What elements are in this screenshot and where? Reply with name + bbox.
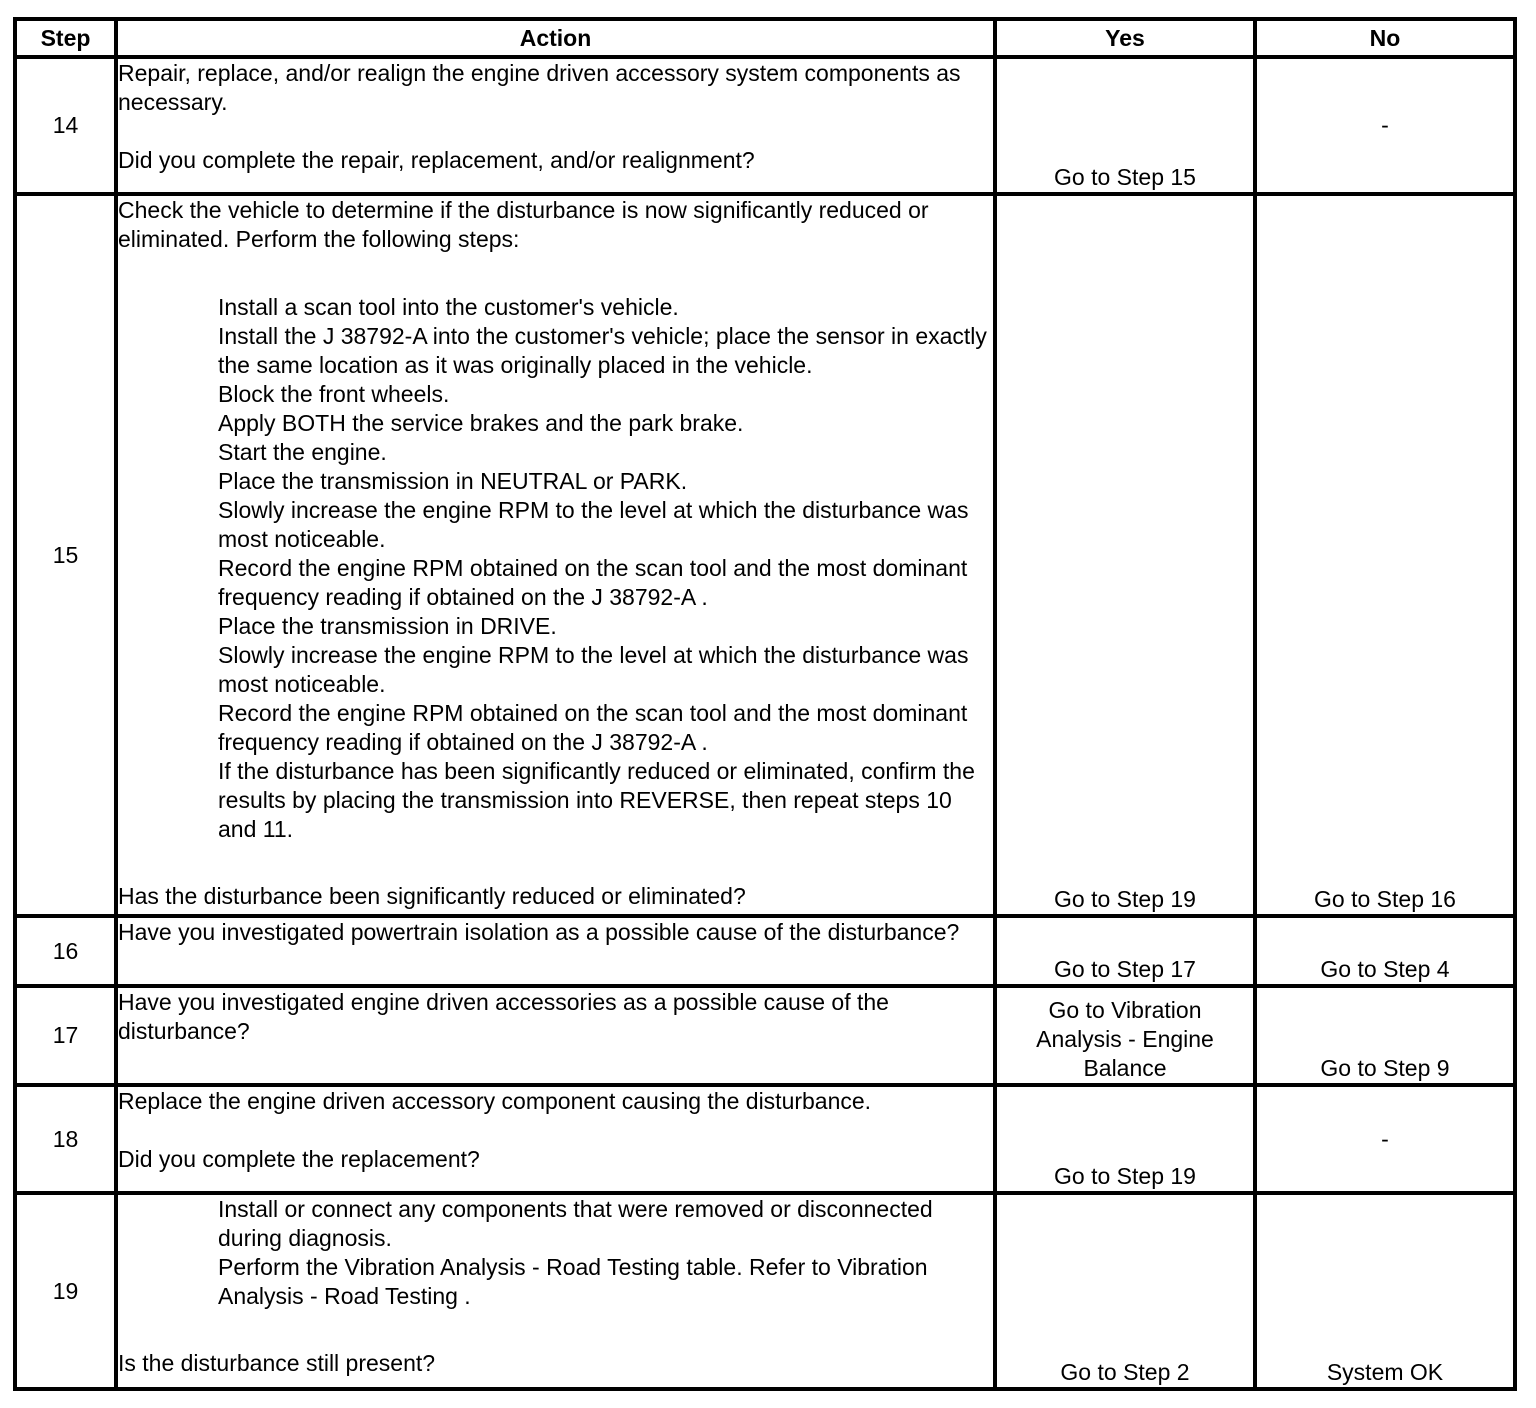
list-item: Block the front wheels.	[218, 381, 450, 407]
yes-cell	[995, 986, 1255, 1085]
no-cell: -	[1255, 57, 1515, 194]
action-question: Did you complete the replacement?	[118, 1146, 480, 1172]
action-cell	[116, 1085, 995, 1193]
action-question: Did you complete the repair, replacement, and/or realignment?	[118, 147, 755, 173]
action-question: Has the disturbance been significantly reduced or eliminated?	[118, 883, 746, 909]
procedure-list	[118, 1195, 993, 1311]
list-item: Start the engine.	[218, 439, 387, 465]
action-text: Repair, replace, and/or realign the engine driven accessory system components as necessary.	[118, 60, 961, 115]
list-item: Record the engine RPM obtained on the scan tool and the most dominant frequency reading if obtained on the J 38792-A .	[218, 555, 968, 610]
list-item: Slowly increase the engine RPM to the level at which the disturbance was most noticeable.	[218, 497, 969, 552]
procedure-list	[118, 293, 993, 844]
step-number: 14	[15, 57, 116, 194]
action-text: Replace the engine driven accessory component causing the disturbance.	[118, 1088, 872, 1114]
yes-cell: Go to Step 19	[995, 194, 1255, 916]
table-row	[15, 194, 1515, 916]
no-cell: Go to Step 16	[1255, 194, 1515, 916]
no-cell: System OK	[1255, 1193, 1515, 1389]
table-row	[15, 1193, 1515, 1389]
header-row	[15, 19, 1515, 57]
yes-cell: Go to Step 19	[995, 1085, 1255, 1193]
list-item: Place the transmission in DRIVE.	[218, 613, 557, 639]
action-cell	[116, 986, 995, 1085]
table-row	[15, 57, 1515, 194]
action-cell	[116, 194, 995, 916]
header-step: Step	[15, 19, 116, 57]
header-action: Action	[116, 19, 995, 57]
header-no: No	[1255, 19, 1515, 57]
table-row	[15, 1085, 1515, 1193]
step-number: 15	[15, 194, 116, 916]
header-yes: Yes	[995, 19, 1255, 57]
action-cell	[116, 57, 995, 194]
list-item: Perform the Vibration Analysis - Road Testing table. Refer to Vibration Analysis - Road Testing .	[218, 1254, 928, 1309]
list-item: Install the J 38792-A into the customer's vehicle; place the sensor in exactly the same location as it was originally placed in the vehicle.	[218, 323, 987, 378]
action-text: Have you investigated powertrain isolation as a possible cause of the disturbance?	[118, 919, 960, 945]
action-text: Have you investigated engine driven accessories as a possible cause of the disturbance?	[118, 989, 889, 1044]
list-item: If the disturbance has been significantly reduced or eliminated, confirm the results by placing the transmission into REVERSE, then repeat steps 10 and 11.	[218, 758, 975, 842]
yes-cell: Go to Step 17	[995, 916, 1255, 986]
step-number: 16	[15, 916, 116, 986]
action-cell	[116, 916, 995, 986]
list-item: Place the transmission in NEUTRAL or PARK.	[218, 468, 688, 494]
yes-link-text: Go to Vibration Analysis - Engine Balance	[1036, 997, 1214, 1081]
action-question: Is the disturbance still present?	[118, 1350, 436, 1376]
no-cell: Go to Step 4	[1255, 916, 1515, 986]
list-item: Slowly increase the engine RPM to the level at which the disturbance was most noticeable.	[218, 642, 969, 697]
step-number: 19	[15, 1193, 116, 1389]
action-text: Check the vehicle to determine if the disturbance is now significantly reduced or eliminated. Perform the following steps:	[118, 197, 929, 252]
diagnostic-table	[13, 17, 1517, 1391]
list-item: Apply BOTH the service brakes and the park brake.	[218, 410, 744, 436]
list-item: Install or connect any components that were removed or disconnected during diagnosis.	[218, 1196, 933, 1251]
table-row	[15, 916, 1515, 986]
no-cell: -	[1255, 1085, 1515, 1193]
list-item: Record the engine RPM obtained on the scan tool and the most dominant frequency reading if obtained on the J 38792-A .	[218, 700, 968, 755]
step-number: 17	[15, 986, 116, 1085]
step-number: 18	[15, 1085, 116, 1193]
yes-cell: Go to Step 15	[995, 57, 1255, 194]
table-row	[15, 986, 1515, 1085]
action-cell	[116, 1193, 995, 1389]
no-cell: Go to Step 9	[1255, 986, 1515, 1085]
yes-cell: Go to Step 2	[995, 1193, 1255, 1389]
list-item: Install a scan tool into the customer's vehicle.	[218, 294, 679, 320]
